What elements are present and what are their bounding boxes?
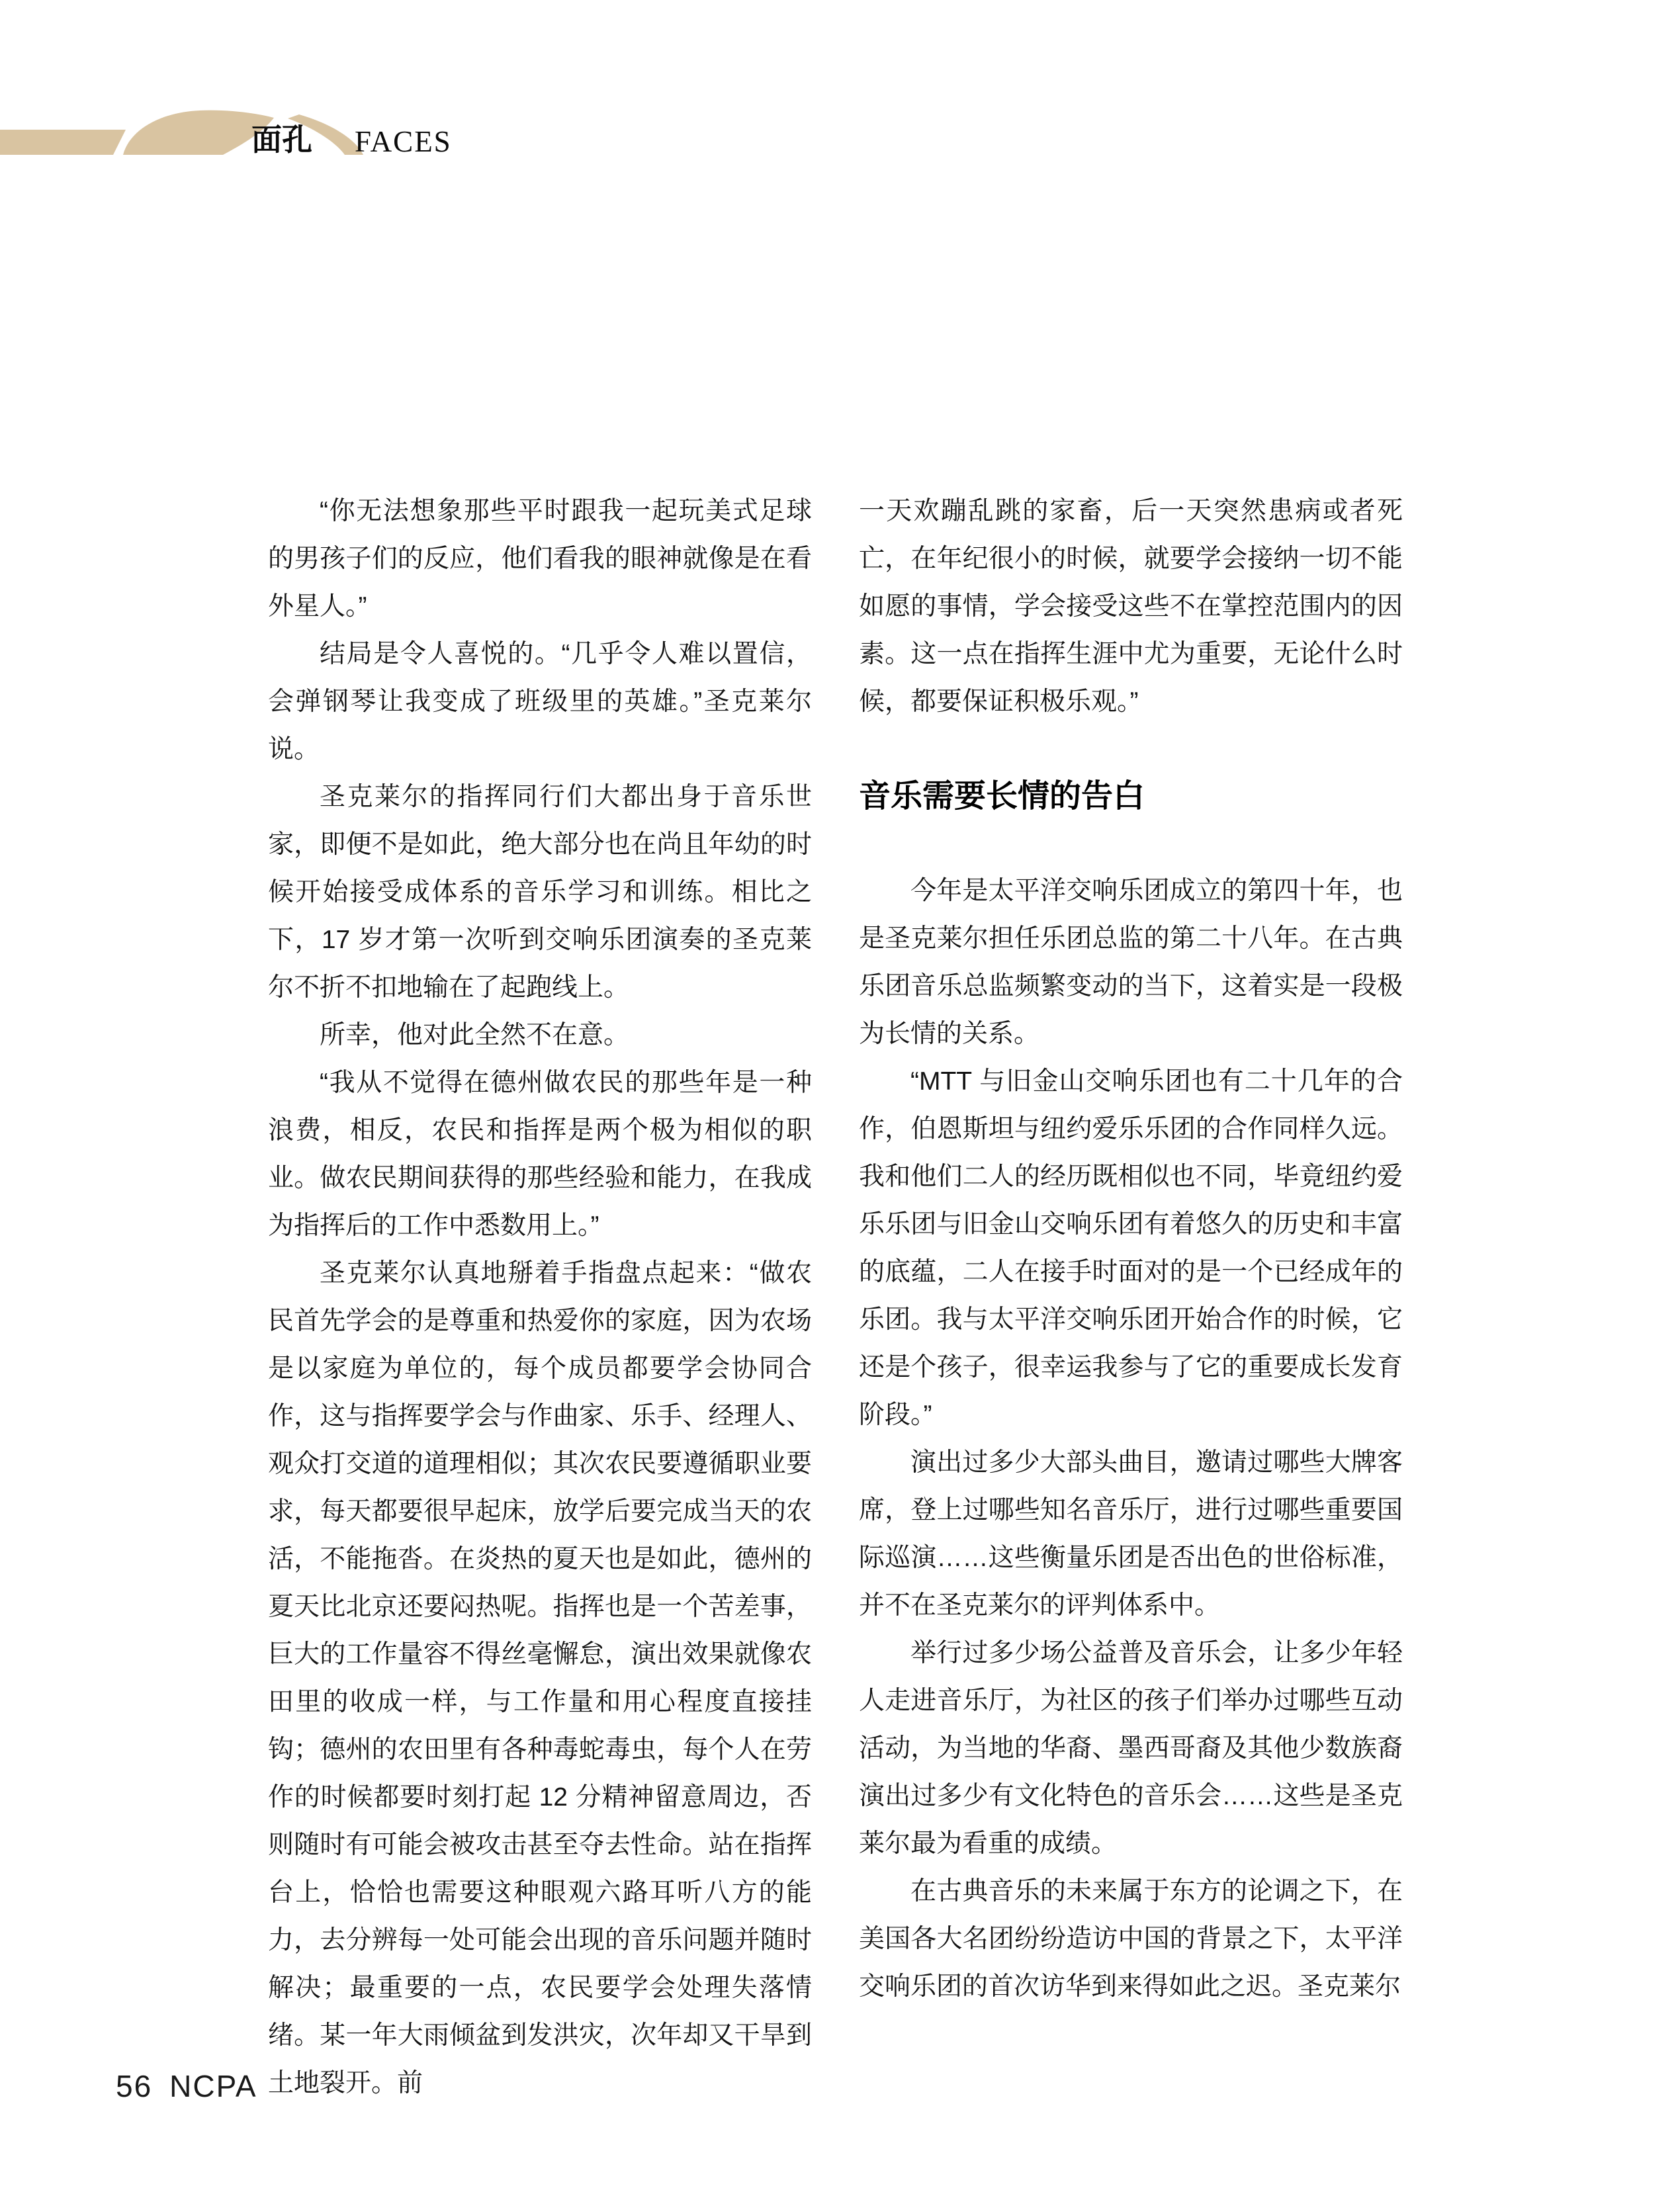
body-paragraph: 举行过多少场公益普及音乐会，让多少年轻人走进音乐厅，为社区的孩子们举办过哪些互动活动，为当地的华裔、墨西哥裔及其他少数族裔演出过多少有文化特色的音乐会……这些是圣克莱尔最为看重的成绩。 xyxy=(859,1639,1403,1858)
body-paragraph: 今年是太平洋交响乐团成立的第四十年，也是圣克莱尔担任乐团总监的第二十八年。在古典乐团音乐总监频繁变动的当下，这着实是一段极为长情的关系。 xyxy=(859,877,1403,1048)
body-paragraph: 圣克莱尔的指挥同行们大都出身于音乐世家，即便不是如此，绝大部分也在尚且年幼的时候开始接受成体系的音乐学习和训练。相比之下，17 岁才第一次听到交响乐团演奏的圣克莱尔不折不扣地输在了起跑线上。 xyxy=(268,783,812,1002)
body-paragraph: 演出过多少大部头曲目，邀请过哪些大牌客席，登上过哪些知名音乐厅，进行过哪些重要国际巡演……这些衡量乐团是否出色的世俗标准，并不在圣克莱尔的评判体系中。 xyxy=(859,1448,1403,1620)
body-paragraph: 圣克莱尔认真地掰着手指盘点起来：“做农民首先学会的是尊重和热爱你的家庭，因为农场是以家庭为单位的，每个成员都要学会协同合作，这与指挥要学会与作曲家、乐手、经理人、观众打交道的道理相似；其次农民要遵循职业要求，每天都要很早起床，放学后要完成当天的农活，不能拖沓。在炎热的夏天也是如此，德州的夏天比北京还要闷热呢。指挥也是一个苦差事，巨大的工作量容不得丝毫懈怠，演出效果就像农田里的收成一样，与工作量和用心程度直接挂钩；德州的农田里有各种毒蛇毒虫，每个人在劳作的时候都要时刻打起 12 分精神留意周边，否则随时有可能会被攻击甚至夺去性命。站在指挥台上，恰恰也需要这种眼观六路耳听八方的能力，去分辨每一处可能会出现的音乐问题并随时解决；最重要的一点，农民要学会处理失落情绪。某一年大雨倾盆到发洪灾，次年却又干旱到土地裂开。前 xyxy=(268,1259,812,2097)
body-paragraph: 在古典音乐的未来属于东方的论调之下，在美国各大名团纷纷造访中国的背景之下，太平洋交响乐团的首次访华到来得如此之迟。圣克莱尔 xyxy=(859,1877,1403,2001)
magazine-brand: NCPA xyxy=(169,2069,257,2103)
left-column xyxy=(268,488,812,2107)
body-paragraph: 结局是令人喜悦的。“几乎令人难以置信，会弹钢琴让我变成了班级里的英雄。”圣克莱尔说。 xyxy=(268,640,812,764)
body-paragraph: “我从不觉得在德州做农民的那些年是一种浪费，相反，农民和指挥是两个极为相似的职业。做农民期间获得的那些经验和能力，在我成为指挥后的工作中悉数用上。” xyxy=(268,1069,812,1240)
section-heading: 音乐需要长情的告白 xyxy=(859,779,1145,814)
body-paragraph-continuation: 一天欢蹦乱跳的家畜，后一天突然患病或者死亡，在年纪很小的时候，就要学会接纳一切不能如愿的事情，学会接受这些不在掌控范围内的因素。这一点在指挥生涯中尤为重要，无论什么时候，都要保证积极乐观。” xyxy=(859,497,1403,716)
page-footer xyxy=(116,2070,257,2103)
right-column xyxy=(859,488,1403,2011)
body-paragraph: “MTT 与旧金山交响乐团也有二十几年的合作，伯恩斯坦与纽约爱乐乐团的合作同样久远。我和他们二人的经历既相似也不同，毕竟纽约爱乐乐团与旧金山交响乐团有着悠久的历史和丰富的底蕴，二人在接手时面对的是一个已经成年的乐团。我与太平洋交响乐团开始合作的时候，它还是个孩子，很幸运我参与了它的重要成长发育阶段。” xyxy=(859,1067,1403,1429)
section-title-cn: 面孔 xyxy=(251,122,312,157)
body-paragraph: “你无法想象那些平时跟我一起玩美式足球的男孩子们的反应，他们看我的眼神就像是在看外星人。” xyxy=(268,497,812,621)
header-bar-shape xyxy=(0,130,126,155)
section-title-en: FACES xyxy=(355,125,452,158)
body-paragraph: 所幸，他对此全然不在意。 xyxy=(320,1021,630,1049)
page-number: 56 xyxy=(116,2069,153,2103)
